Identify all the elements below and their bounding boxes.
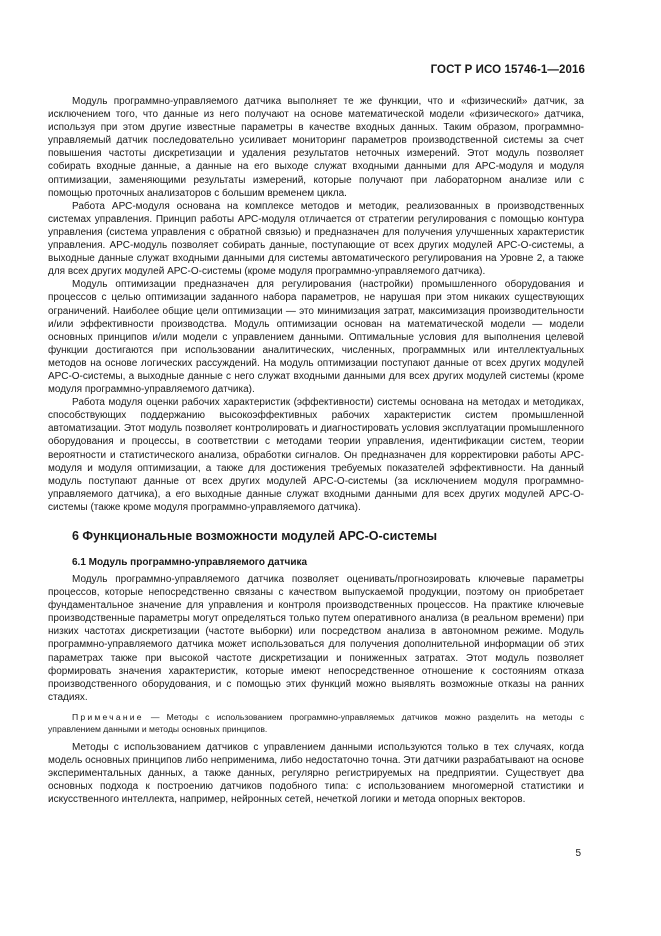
standard-header: ГОСТ Р ИСО 15746-1—2016 <box>430 64 585 76</box>
note-label: Примечание <box>72 711 144 722</box>
paragraph: Работа АРС-модуля основана на комплексе методов и методик, реализованных в производственных системах управления. Принцип работы АРС-модуля отличается от стратегии регулирования с помощью контура управления (система управления с обратной связью) и предназначен для получения улучшенных характеристик управления. АРС-модуль позволяет собирать данные, поступающие от всех других модулей АРС-О-системы, а выходные данные служат входными данными для системы автоматического регулирования на Уровне 2, а также для всех других модулей АРС-О-системы (кроме модуля программно-управляемого датчика). <box>48 200 584 278</box>
subsection-heading: 6.1 Модуль программно-управляемого датчика <box>72 557 308 568</box>
page-number: 5 <box>575 848 581 859</box>
paragraph: Модуль программно-управляемого датчика позволяет оценивать/прогнозировать ключевые параметры процессов, которые непосредственно связаны с качеством выпускаемой продукции, поэтому он приобретает фундаментальное значение для управления и контроля производственных процессов. На практике ключевые производственные параметры могут определяться только путем оперативного анализа (в реальном времени) при низких частотах дискретизации (частоте выборки) или посредством анализа в автономном режиме. Модуль программно-управляемого датчика может использоваться для получения дополнительной информации об этих параметрах также при высокой частоте дискретизации и пониженных затратах. Этот модуль позволяет формировать значения характеристик, которые имеют непосредственное отношение к состояниям отказа производственного оборудования, и с помощью этих функций можно выявлять возможные отказы на ранних стадиях. <box>48 574 584 703</box>
document-body <box>48 95 584 806</box>
paragraph: Методы с использованием датчиков с управлением данными используются только в тех случаях, когда модель основных принципов либо неприменима, либо недостаточно точна. Эти датчики разрабатывают на основе экспериментальных данных, а также данных, регулярно регистрируемых на предприятии. Существует два основных подхода к построению датчиков подобного типа: с использованием многомерной статистики и искусственного интеллекта, например, нейронных сетей, нечеткой логики и метода опорных векторов. <box>48 741 584 806</box>
paragraph: Модуль оптимизации предназначен для регулирования (настройки) промышленного оборудования и процессов с целью оптимизации заданного набора параметров, не нарушая при этом никаких существующих ограничений. Наиболее общие цели оптимизации — это минимизация затрат, максимизация производительности и/или эффективности производства. Модуль оптимизации основан на математической модели — модели основных принципов и/или модели с управлением данными. Оптимальные условия для выполнения целевой функции достигаются при использовании аналитических, численных, программных или интеллектуальных методов на основе логических рассуждений. На модуль оптимизации поступают данные от всех других модулей АРС-О-системы, а выходные данные с него служат входными данными для всех других модулей системы (кроме модуля программно-управляемого датчика). <box>48 279 584 396</box>
note <box>48 711 584 735</box>
section-heading: 6 Функциональные возможности модулей АРС-О-системы <box>72 529 438 543</box>
paragraph: Модуль программно-управляемого датчика выполняет те же функции, что и «физический» датчик, за исключением того, что данные из него получают на основе математической модели «физического» датчика, используя при этом другие известные параметры в качестве входных данных. Таким образом, программно-управляемый датчик последовательно усиливает мониторинг параметров производственной системы за счет повышения частоты дискретизации и удаления результатов неточных измерений. Этот модуль позволяет собирать входные данные, а данные на его выходе служат входными данными для АРС-модуля и модуля оптимизации, заменяющими результаты измерений, которые получают при лабораторном анализе или с помощью проточных анализаторов с большим временем цикла. <box>48 96 584 199</box>
note-text: — Методы с использованием программно-управляемых датчиков можно разделить на методы с управлением данными и методы основных принципов. <box>48 711 584 734</box>
paragraph: Работа модуля оценки рабочих характеристик (эффективности) системы основана на методах и методиках, способствующих поддержанию высокоэффективных рабочих характеристик систем промышленной автоматизации. Этот модуль позволяет контролировать и диагностировать условия эксплуатации промышленного оборудования и процессы, в соответствии с методами теории управления, идентификации систем, теории вероятности и статистического анализа, обработки сигналов. Он предназначен для корректировки работы АРС-модуля и модуля оптимизации, а также для достижения требуемых показателей эффективности. На данный модуль поступают данные от всех других модулей АРС-О-системы (за исключением модуля программно-управляемого датчика), а его выходные данные служат входными данными для всех других модулей АРС-О-системы (также кроме модуля программно-управляемого датчика). <box>48 397 584 513</box>
